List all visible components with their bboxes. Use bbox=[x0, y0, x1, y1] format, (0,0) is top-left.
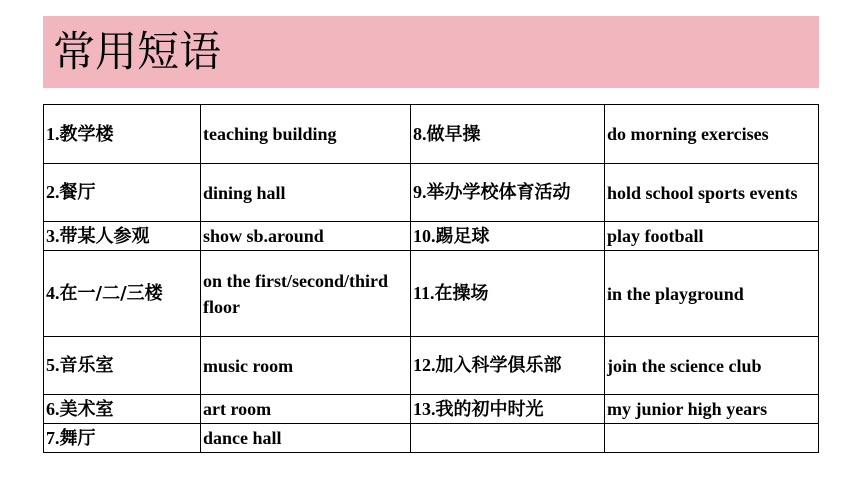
item-number: 9. bbox=[413, 182, 427, 202]
table-row bbox=[44, 395, 819, 424]
table-row bbox=[44, 164, 819, 222]
item-number: 2. bbox=[46, 182, 60, 202]
english-phrase: on the first/second/third floor bbox=[201, 251, 411, 337]
chinese-phrase: 加入科学俱乐部 bbox=[435, 355, 562, 376]
english-phrase: dining hall bbox=[201, 164, 411, 222]
chinese-phrase: 在一/二/三楼 bbox=[59, 283, 163, 304]
item-number: 12. bbox=[413, 355, 436, 375]
item-number: 10. bbox=[413, 225, 436, 246]
chinese-phrase: 我的初中时光 bbox=[435, 398, 544, 420]
chinese-phrase: 音乐室 bbox=[59, 355, 114, 376]
item-number: 11. bbox=[413, 283, 435, 303]
english-phrase bbox=[605, 424, 819, 453]
english-phrase: do morning exercises bbox=[605, 105, 819, 164]
item-number: 6. bbox=[46, 398, 60, 419]
item-number: 4. bbox=[46, 283, 60, 303]
chinese-phrase: 教学楼 bbox=[59, 123, 114, 145]
english-phrase: hold school sports events bbox=[605, 164, 819, 222]
table-row bbox=[44, 105, 819, 164]
item-number: 13. bbox=[413, 398, 436, 419]
chinese-phrase: 举办学校体育活动 bbox=[426, 182, 571, 203]
item-number: 5. bbox=[46, 355, 60, 375]
page-title: 常用短语 bbox=[53, 27, 222, 76]
english-phrase: in the playground bbox=[605, 251, 819, 337]
english-phrase: art room bbox=[201, 395, 411, 424]
phrase-table bbox=[43, 104, 819, 453]
chinese-phrase: 美术室 bbox=[59, 398, 114, 420]
chinese-cell bbox=[44, 222, 201, 251]
chinese-cell bbox=[411, 222, 605, 251]
chinese-cell bbox=[44, 337, 201, 395]
title-banner bbox=[43, 16, 819, 88]
item-number: 7. bbox=[46, 427, 60, 448]
english-phrase: teaching building bbox=[201, 105, 411, 164]
chinese-cell bbox=[44, 105, 201, 164]
item-number: 8. bbox=[413, 123, 427, 144]
chinese-cell bbox=[411, 395, 605, 424]
chinese-phrase: 带某人参观 bbox=[59, 225, 150, 247]
table-row bbox=[44, 251, 819, 337]
table-row bbox=[44, 337, 819, 395]
table-row bbox=[44, 424, 819, 453]
chinese-phrase: 在操场 bbox=[434, 283, 489, 304]
chinese-phrase: 餐厅 bbox=[59, 182, 96, 203]
english-phrase: play football bbox=[605, 222, 819, 251]
chinese-cell bbox=[44, 395, 201, 424]
chinese-cell bbox=[44, 424, 201, 453]
chinese-phrase: 舞厅 bbox=[59, 427, 96, 449]
chinese-cell bbox=[411, 251, 605, 337]
table-row bbox=[44, 222, 819, 251]
english-phrase: join the science club bbox=[605, 337, 819, 395]
chinese-cell bbox=[411, 105, 605, 164]
chinese-phrase: 做早操 bbox=[426, 123, 481, 145]
item-number: 1. bbox=[46, 123, 60, 144]
english-phrase: music room bbox=[201, 337, 411, 395]
english-phrase: show sb.around bbox=[201, 222, 411, 251]
chinese-cell bbox=[411, 424, 605, 453]
chinese-cell bbox=[411, 337, 605, 395]
english-phrase: dance hall bbox=[201, 424, 411, 453]
chinese-cell bbox=[44, 251, 201, 337]
chinese-cell bbox=[44, 164, 201, 222]
chinese-cell bbox=[411, 164, 605, 222]
item-number: 3. bbox=[46, 225, 60, 246]
english-phrase: my junior high years bbox=[605, 395, 819, 424]
chinese-phrase: 踢足球 bbox=[435, 225, 490, 247]
